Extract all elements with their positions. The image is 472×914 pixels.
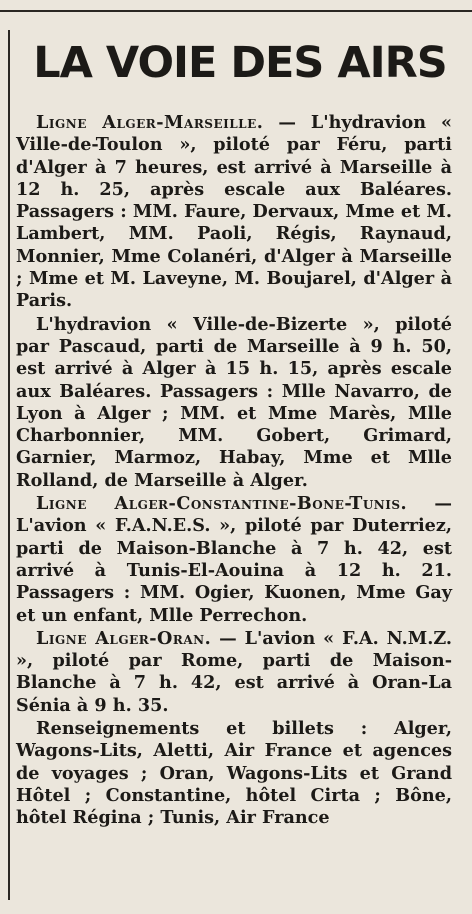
paragraph-alger-tunis [16, 493, 452, 627]
paragraph-alger-oran [16, 628, 452, 717]
route-heading: Ligne Alger-Marseille. [36, 112, 264, 133]
paragraph-alger-marseille [16, 112, 452, 313]
route-heading: Ligne Alger-Oran. [36, 627, 212, 649]
paragraph-text: L'hydravion « Ville-de-Bizerte », piloté par Pascaud, parti de Marseille à 9 h. 50, est arrivé à Alger à 15 h. 15, après escale aux Baléares. Passagers : Mlle Navarro, de Lyon à Alger ; MM. et Mme Marès, Mlle Charbonnier, MM. Gobert, Grimard, Garnier, Marmoz, Habay, Mme et Mlle Rolland, de Marseille à Alger. [16, 313, 452, 491]
article-body [16, 112, 452, 831]
paragraph-text: — L'hydravion « Ville-de-Toulon », piloté par Féru, parti d'Alger à 7 heures, est arrivé à Marseille à 12 h. 25, après escale aux Baléares. Passagers : MM. Faure, Dervaux, Mme et M. Lambert, MM. Paoli, Régis, Raynaud, Monnier, Mme Colanéri, d'Alger à Marseille ; Mme et M. Laveyne, M. Boujarel, d'Alger à Paris. [16, 112, 452, 312]
paragraph-text: — L'avion « F.A. N.M.Z. », piloté par Rome, parti de Maison-Blanche à 7 h. 42, est arrivé à Oran-La Sénia à 9 h. 35. [16, 627, 452, 716]
section-title: LA VOIE DES AIRS [33, 38, 447, 88]
top-rule [0, 10, 472, 12]
paragraph-tickets [16, 718, 452, 829]
paragraph-bizerte [16, 314, 452, 492]
paragraph-text: Renseignements et billets : Alger, Wagons-Lits, Aletti, Air France et agences de voyages ; Oran, Wagons-Lits et Grand Hôtel ; Constantine, hôtel Cirta ; Bône, hôtel Régina ; Tunis, Air France [16, 718, 452, 829]
paragraph-text: — L'avion « F.A.N.E.S. », piloté par Duterriez, parti de Maison-Blanche à 7 h. 42, est arrivé à Tunis-El-Aouina à 12 h. 21. Passagers : MM. Ogier, Kuonen, Mme Gay et un enfant, Mlle Perrechon. [16, 493, 452, 626]
column-rule [8, 30, 10, 900]
route-heading: Ligne Alger-Constantine-Bone-Tunis. [36, 493, 408, 515]
